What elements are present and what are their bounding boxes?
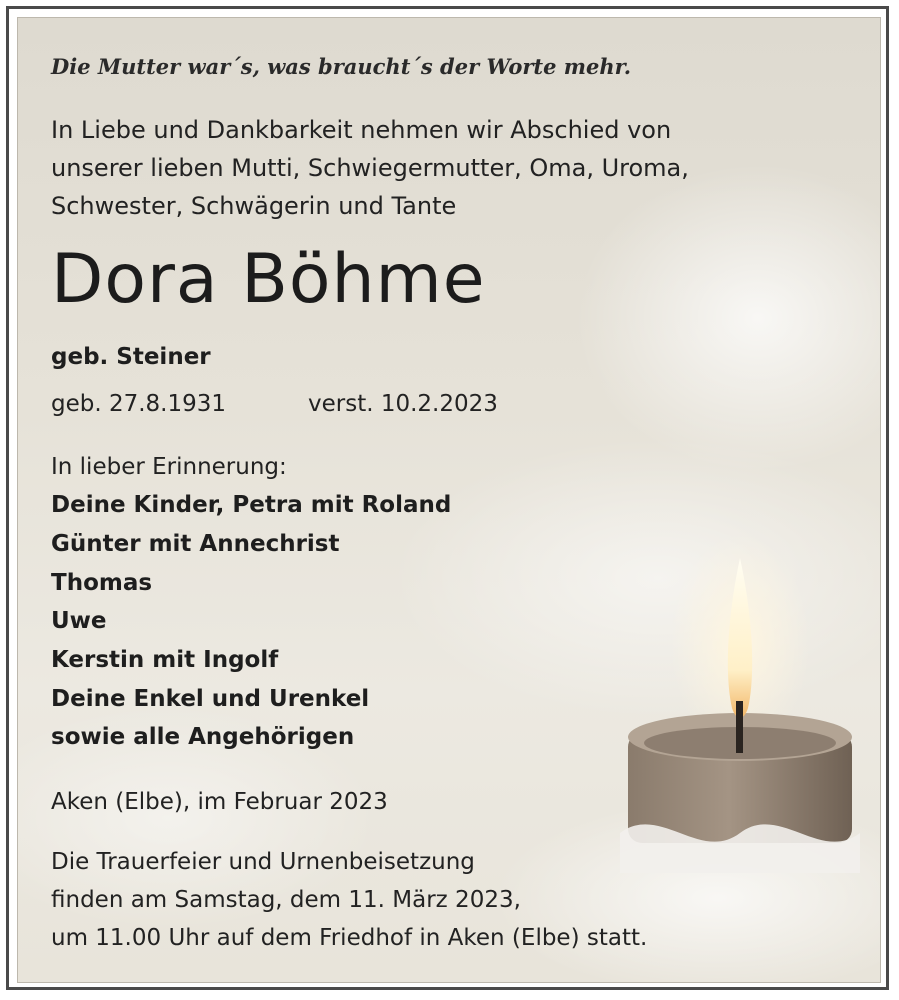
mourner-line: Deine Enkel und Urenkel <box>51 686 370 712</box>
memory-label: In lieber Erinnerung: <box>51 454 287 480</box>
mourner-line: Thomas <box>51 570 153 596</box>
mourner-line: Deine Kinder, Petra mit Roland <box>51 492 452 518</box>
ceremony-line-1: Die Trauerfeier und Urnenbeisetzung <box>51 849 475 875</box>
verse: Die Mutter war´s, was braucht´s der Worte mehr. <box>51 54 632 79</box>
place-date: Aken (Elbe), im Februar 2023 <box>51 789 388 815</box>
maiden-name: geb. Steiner <box>51 344 211 370</box>
mourner-line: sowie alle Angehörigen <box>51 724 355 750</box>
birth-date: geb. 27.8.1931 <box>51 391 227 417</box>
candle-icon <box>620 533 860 873</box>
intro-line-3: Schwester, Schwägerin und Tante <box>51 192 457 220</box>
obituary-card <box>17 17 881 983</box>
death-date: verst. 10.2.2023 <box>308 391 498 417</box>
intro-line-1: In Liebe und Dankbarkeit nehmen wir Abschied von <box>51 116 672 144</box>
intro-line-2: unserer lieben Mutti, Schwiegermutter, Oma, Uroma, <box>51 154 689 182</box>
mourner-line: Günter mit Annechrist <box>51 531 340 557</box>
ceremony-line-2: finden am Samstag, dem 11. März 2023, <box>51 887 521 913</box>
mourner-line: Kerstin mit Ingolf <box>51 647 279 673</box>
ceremony-line-3: um 11.00 Uhr auf dem Friedhof in Aken (Elbe) statt. <box>51 925 648 951</box>
mourner-line: Uwe <box>51 608 107 634</box>
deceased-name: Dora Böhme <box>51 240 486 319</box>
